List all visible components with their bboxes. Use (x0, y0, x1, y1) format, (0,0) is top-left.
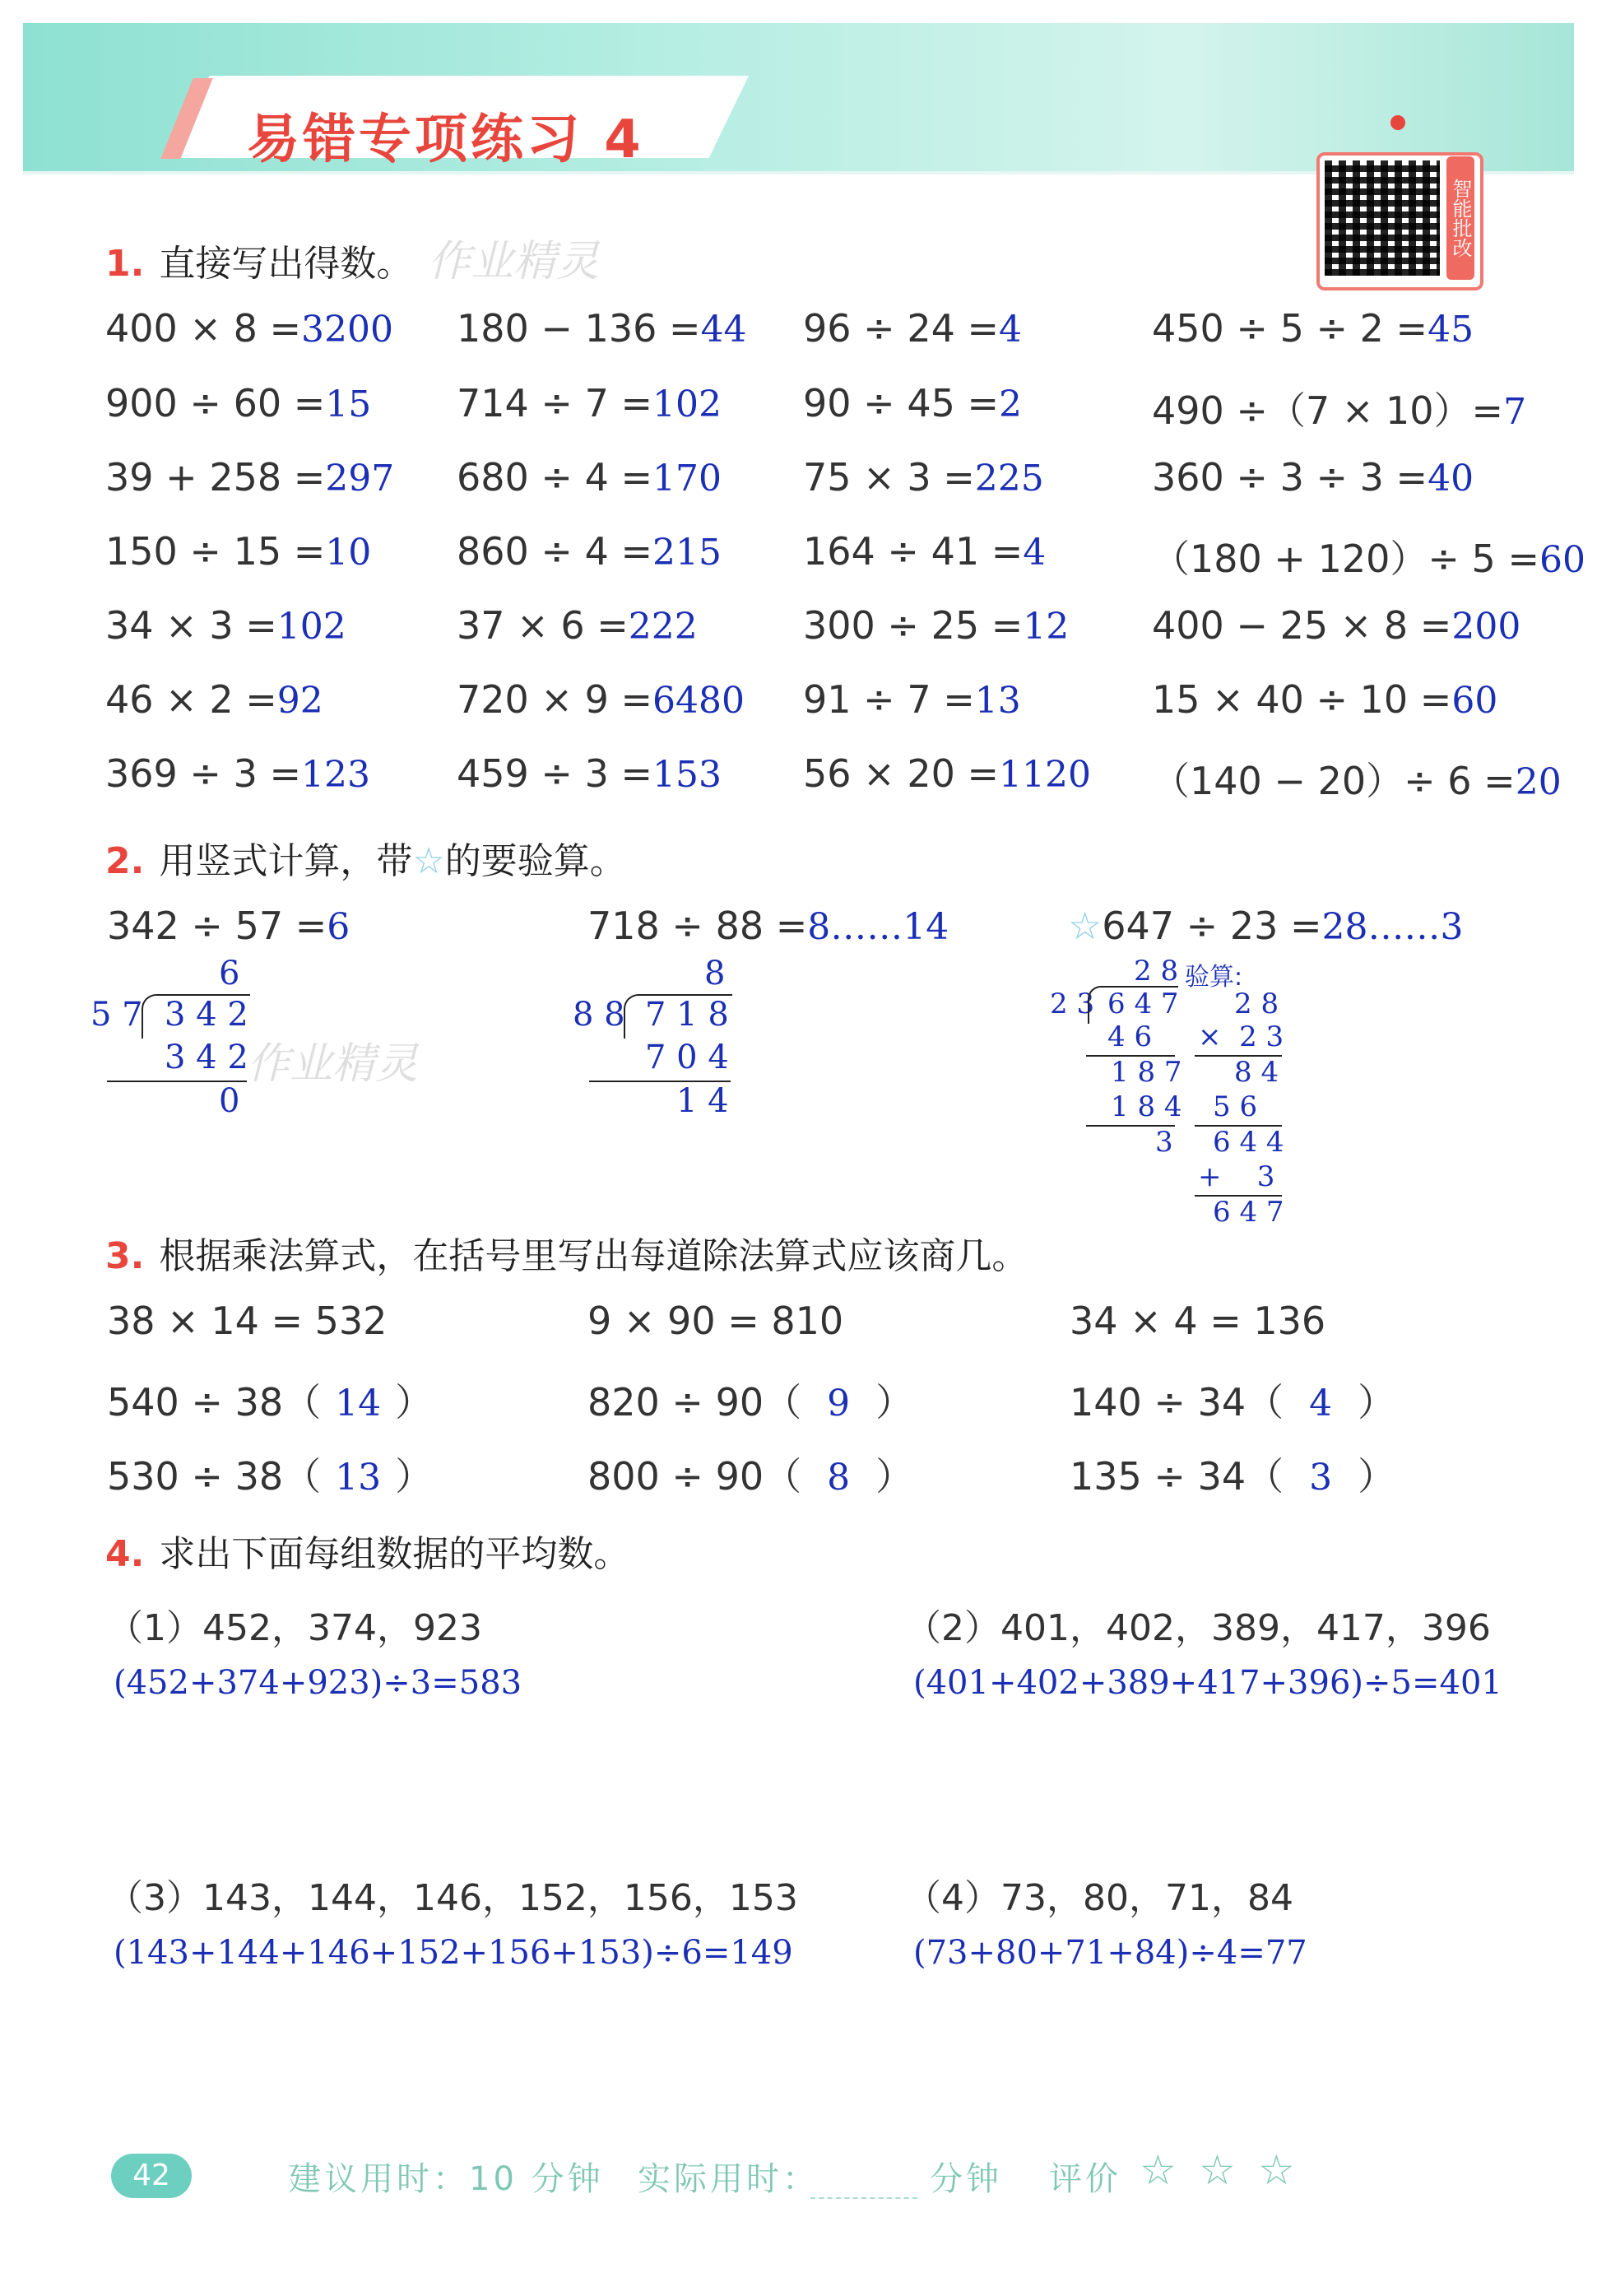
oral-calc-item (1152, 677, 1497, 722)
oral-calc-question: 56 × 20 = (803, 751, 1000, 796)
oral-calc-item (105, 529, 371, 574)
oral-calc-item (457, 603, 698, 648)
division-question: 800 ÷ 90（ (587, 1454, 802, 1499)
oral-calc-question: 46 × 2 = (105, 677, 277, 722)
multiplication-fact: 34 × 4 = 136 (1070, 1299, 1326, 1343)
quotient-row (1070, 1447, 1395, 1501)
p3-quotient: 2 8 (1134, 955, 1179, 988)
oral-calc-answer: 215 (652, 532, 722, 574)
oral-calc-question: 37 × 6 = (457, 603, 629, 648)
oral-calc-answer: 1120 (999, 754, 1092, 796)
quotient-row (107, 1299, 387, 1343)
check-line-7: 6 4 7 (1213, 1196, 1284, 1229)
oral-calc-answer: 20 (1515, 761, 1562, 803)
p1-quotient: 6 (219, 955, 240, 992)
close-paren: ） (395, 1454, 434, 1499)
oral-calc-item (105, 455, 394, 500)
oral-calc-item (457, 677, 745, 722)
oral-calc-answer: 15 (325, 383, 372, 425)
oral-calc-answer: 10 (325, 532, 372, 574)
rating-label: 评价 (1049, 2160, 1121, 2198)
oral-calc-question: 680 ÷ 4 = (457, 455, 653, 500)
problem3-expression (1068, 904, 1464, 948)
problem1-expression (107, 904, 350, 948)
average-item-1-label: （1）452，374，923 (107, 1607, 482, 1649)
problem3-expr: 647 ÷ 23 = (1102, 904, 1322, 948)
quotient-row (107, 1373, 433, 1427)
oral-calc-question: 400 × 8 = (105, 306, 302, 351)
oral-calc-item (105, 381, 371, 425)
oral-calc-answer: 4 (1023, 532, 1047, 574)
quotient-answer: 9 (827, 1383, 851, 1425)
p2-divisor: 8 8 (573, 996, 625, 1034)
oral-calc-item (803, 306, 1022, 351)
p3-dividend: 6 4 7 (1107, 988, 1179, 1020)
oral-calc-answer: 123 (301, 754, 371, 796)
oral-calc-question: 150 ÷ 15 = (105, 529, 326, 574)
oral-calc-item (105, 677, 323, 722)
section2-number: 2. (105, 840, 145, 882)
division-question: 135 ÷ 34（ (1070, 1454, 1284, 1499)
section2-title (105, 831, 626, 884)
quotient-answer: 3 (1309, 1457, 1333, 1499)
time-unit: 分钟 (930, 2160, 1002, 2198)
average-item-1-answer: (452+374+923)÷3=583 (114, 1664, 522, 1702)
multiplication-fact: 38 × 14 = 532 (107, 1299, 388, 1343)
close-paren: ） (395, 1380, 434, 1425)
oral-calc-question: 450 ÷ 5 ÷ 2 = (1152, 306, 1428, 351)
oral-calc-answer: 2 (999, 383, 1023, 425)
oral-calc-item (457, 455, 722, 500)
oral-calc-answer: 153 (652, 754, 722, 796)
oral-calc-answer: 60 (1539, 539, 1585, 581)
watermark-2: 作业精灵 (247, 1039, 419, 1089)
oral-calc-answer: 297 (325, 458, 395, 500)
rating-star-icon-2[interactable]: ☆ (1199, 2146, 1236, 2194)
suggested-time: 建议用时：10 分钟 (288, 2160, 604, 2198)
oral-calc-item (457, 306, 747, 351)
section3-number: 3. (105, 1235, 145, 1277)
p3-remainder: 3 (1155, 1126, 1173, 1159)
division-question: 820 ÷ 90（ (587, 1380, 802, 1425)
p3-divisor: 2 3 (1050, 988, 1095, 1020)
quotient-row (587, 1447, 913, 1501)
close-paren: ） (875, 1454, 914, 1499)
p1-step1: 3 4 2 (165, 1039, 248, 1076)
rating-star-icon-3[interactable]: ☆ (1258, 2146, 1295, 2194)
average-item-3-label: （3）143，144，146，152，156，153 (107, 1877, 798, 1919)
oral-calc-question: 39 + 258 = (105, 455, 326, 500)
division-question: 530 ÷ 38（ (107, 1454, 322, 1499)
actual-time-blank[interactable] (810, 2197, 917, 2199)
oral-calc-question: 75 × 3 = (803, 455, 975, 500)
star-icon-problem3: ☆ (1068, 904, 1103, 948)
oral-calc-item (1152, 751, 1562, 806)
close-paren: ） (1358, 1380, 1396, 1425)
qr-hook-icon (1390, 115, 1405, 130)
p3-step2: 1 8 7 (1111, 1056, 1182, 1089)
quotient-answer: 4 (1309, 1383, 1333, 1425)
page-title: 易错专项练习 4 (247, 109, 644, 170)
quotient-row (1070, 1373, 1395, 1427)
oral-calc-answer: 102 (652, 383, 722, 425)
quotient-answer: 13 (335, 1457, 382, 1499)
problem3-answer: 28……3 (1321, 906, 1464, 948)
average-item-2-answer: (401+402+389+417+396)÷5=401 (913, 1664, 1502, 1702)
oral-calc-item (803, 529, 1046, 574)
oral-calc-question: 300 ÷ 25 = (803, 603, 1024, 648)
oral-calc-question: 164 ÷ 41 = (803, 529, 1024, 574)
oral-calc-question: 714 ÷ 7 = (457, 381, 653, 425)
oral-calc-item (1152, 381, 1526, 435)
average-item-4-label: （4）73，80，71，84 (905, 1877, 1293, 1919)
problem2-answer: 8……14 (807, 906, 949, 948)
qr-label: 智能批改 (1446, 156, 1474, 280)
actual-time-label: 实际用时： (638, 2160, 819, 2198)
p2-dividend: 7 1 8 (645, 996, 729, 1034)
oral-calc-item (457, 529, 722, 574)
oral-calc-question: 91 ÷ 7 = (803, 677, 975, 722)
oral-calc-item (105, 306, 393, 351)
oral-calc-question: 90 ÷ 45 = (803, 381, 1000, 425)
oral-calc-question: （180 + 120）÷ 5 = (1152, 537, 1539, 581)
oral-calc-item (457, 751, 722, 796)
rating-star-icon-1[interactable]: ☆ (1140, 2146, 1177, 2194)
oral-calc-answer: 6480 (652, 680, 745, 722)
quotient-answer: 14 (335, 1383, 382, 1425)
section1-title (105, 234, 412, 286)
p2-step1: 7 0 4 (645, 1039, 729, 1076)
section2-title-a: 用竖式计算，带 (159, 840, 413, 882)
oral-calc-question: 900 ÷ 60 = (105, 381, 326, 425)
section4-number: 4. (105, 1533, 145, 1575)
check-line-6: + 3 (1198, 1160, 1275, 1193)
check-label: 验算: (1185, 963, 1243, 992)
oral-calc-question: 96 ÷ 24 = (803, 306, 1000, 351)
check-line-1: 2 8 (1234, 988, 1279, 1020)
check-line-3: 8 4 (1234, 1056, 1279, 1089)
quotient-answer: 8 (827, 1457, 851, 1499)
oral-calc-question: 720 × 9 = (457, 677, 653, 722)
quotient-row (1070, 1299, 1325, 1343)
oral-calc-answer: 4 (999, 309, 1023, 351)
p1-remainder: 0 (219, 1082, 240, 1120)
quotient-row (587, 1299, 843, 1343)
p1-dividend: 3 4 2 (165, 996, 248, 1034)
oral-calc-question: 15 × 40 ÷ 10 = (1152, 677, 1452, 722)
check-line-2: × 2 3 (1198, 1020, 1284, 1053)
oral-calc-answer: 44 (700, 309, 747, 351)
close-paren: ） (1358, 1454, 1396, 1499)
p2-remainder: 1 4 (676, 1082, 729, 1120)
oral-calc-question: 34 × 3 = (105, 603, 277, 648)
check-line-5: 6 4 4 (1213, 1126, 1284, 1159)
oral-calc-answer: 45 (1428, 309, 1474, 351)
oral-calc-answer: 40 (1428, 458, 1474, 500)
section2-title-b: 的要验算。 (444, 840, 626, 882)
problem1-expr: 342 ÷ 57 = (107, 904, 327, 948)
oral-calc-item (803, 455, 1044, 500)
oral-calc-answer: 222 (628, 606, 698, 648)
oral-calc-question: 369 ÷ 3 = (105, 751, 302, 796)
oral-calc-answer: 7 (1503, 391, 1527, 433)
oral-calc-answer: 200 (1451, 606, 1521, 648)
p2-quotient: 8 (704, 955, 726, 992)
p3-step3: 1 8 4 (1111, 1090, 1182, 1123)
oral-calc-answer: 102 (276, 606, 346, 648)
oral-calc-item (1152, 529, 1585, 583)
problem2-expression (587, 904, 949, 948)
oral-calc-item (803, 603, 1069, 648)
problem1-answer: 6 (327, 906, 351, 948)
oral-calc-answer: 92 (276, 680, 323, 722)
average-item-4-answer: (73+80+71+84)÷4=77 (913, 1934, 1307, 1972)
oral-calc-item (803, 751, 1091, 796)
section1-title-text: 直接写出得数。 (159, 243, 413, 285)
p3-step1: 4 6 (1107, 1020, 1153, 1053)
oral-calc-answer: 225 (974, 458, 1044, 500)
oral-calc-item (1152, 455, 1474, 500)
watermark: 作业精灵 (428, 237, 600, 286)
oral-calc-question: （140 − 20）÷ 6 = (1152, 759, 1516, 803)
oral-calc-answer: 3200 (301, 309, 394, 351)
problem2-expr: 718 ÷ 88 = (587, 904, 808, 948)
oral-calc-item (457, 381, 722, 425)
qr-code-icon[interactable] (1325, 160, 1440, 276)
oral-calc-item (105, 751, 370, 796)
p1-divisor: 5 7 (91, 996, 143, 1034)
division-question: 540 ÷ 38（ (107, 1380, 322, 1425)
oral-calc-item (803, 381, 1022, 425)
star-icon: ☆ (412, 840, 445, 882)
section4-title (105, 1524, 629, 1577)
section4-title-text: 求出下面每组数据的平均数。 (159, 1533, 630, 1575)
oral-calc-item (1152, 306, 1474, 351)
oral-calc-answer: 60 (1451, 680, 1498, 722)
quotient-row (107, 1447, 433, 1501)
section3-title (105, 1226, 1028, 1279)
oral-calc-item (803, 677, 1021, 722)
oral-calc-item (105, 603, 346, 648)
oral-calc-question: 180 − 136 = (457, 306, 701, 351)
oral-calc-question: 360 ÷ 3 ÷ 3 = (1152, 455, 1428, 500)
check-line-4: 5 6 (1213, 1090, 1258, 1123)
page-number: 42 (111, 2154, 192, 2198)
close-paren: ） (875, 1380, 914, 1425)
oral-calc-answer: 12 (1023, 606, 1070, 648)
oral-calc-item (1152, 603, 1520, 648)
oral-calc-question: 459 ÷ 3 = (457, 751, 653, 796)
average-item-3-answer: (143+144+146+152+156+153)÷6=149 (114, 1934, 793, 1972)
quotient-row (587, 1373, 913, 1427)
division-question: 140 ÷ 34（ (1070, 1380, 1284, 1425)
section3-title-text: 根据乘法算式，在括号里写出每道除法算式应该商几。 (159, 1235, 1028, 1277)
oral-calc-question: 490 ÷（7 × 10）= (1152, 388, 1504, 433)
oral-calc-answer: 170 (652, 458, 722, 500)
average-item-2-label: （2）401，402，389，417，396 (905, 1607, 1491, 1649)
oral-calc-answer: 13 (974, 680, 1021, 722)
oral-calc-question: 860 ÷ 4 = (457, 529, 653, 574)
oral-calc-question: 400 − 25 × 8 = (1152, 603, 1452, 648)
section1-number: 1. (105, 243, 145, 285)
multiplication-fact: 9 × 90 = 810 (587, 1299, 844, 1343)
